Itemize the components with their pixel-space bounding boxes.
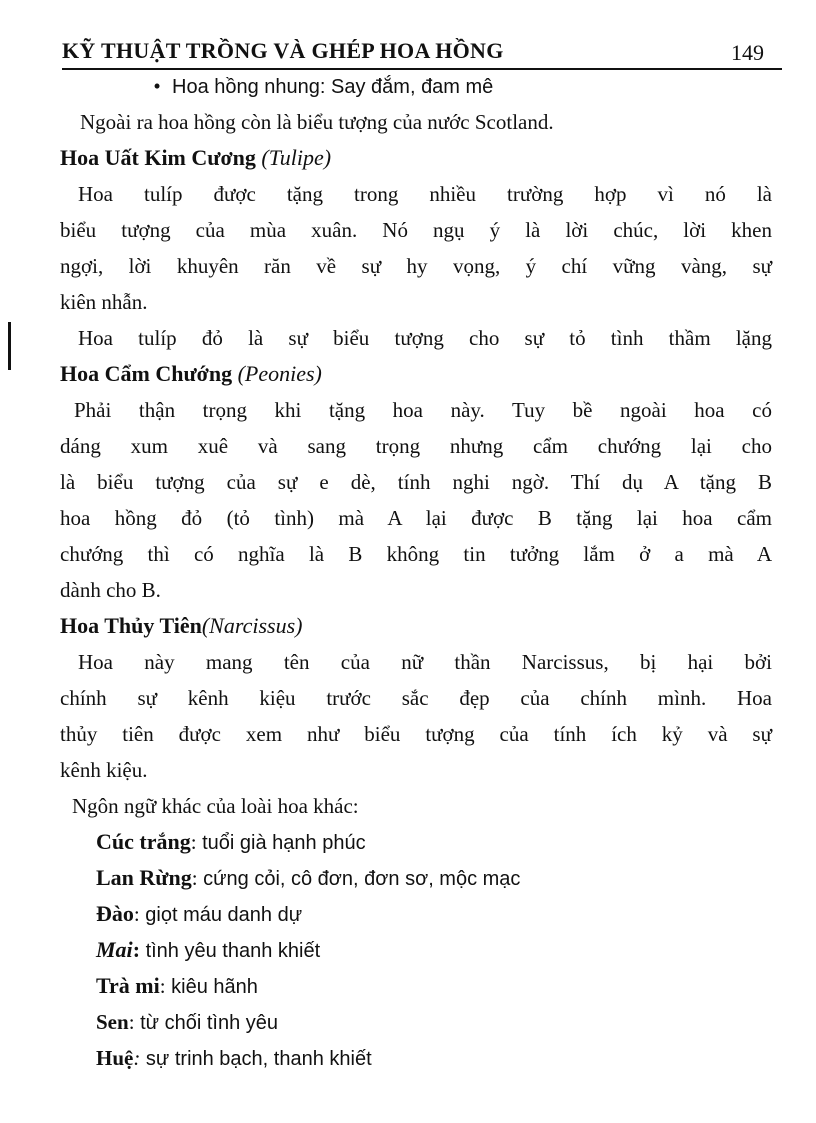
narcissus-line-2: chính sự kênh kiệu trước sắc đẹp của chính mình. Hoa [60, 686, 772, 710]
peonies-latin-name: (Peonies) [237, 361, 322, 386]
peonies-line-4: hoa hồng đỏ (tỏ tình) mà A lại được B tặng lại hoa cẩm [60, 506, 772, 530]
narcissus-line-1: Hoa này mang tên của nữ thần Narcissus, bị hại bởi [78, 650, 772, 674]
flower-name: Lan Rừng [96, 865, 192, 890]
other-languages-intro: Ngôn ngữ khác của loài hoa khác: [72, 794, 359, 818]
flower-meaning: cứng cỏi, cô đơn, đơn sơ, mộc mạc [197, 868, 521, 890]
separator: : [128, 1010, 135, 1034]
list-item [60, 896, 772, 932]
narcissus-latin-name: (Narcissus) [201, 613, 303, 638]
tulip-latin-name: (Tulipe) [261, 145, 332, 170]
tulip-heading-text: Hoa Uất Kim Cương [60, 145, 256, 170]
page-number: 149 [731, 40, 764, 65]
list-item [60, 860, 772, 896]
peonies-heading [60, 356, 772, 392]
tulip-heading [60, 140, 772, 176]
separator: : [190, 830, 197, 854]
narcissus-heading-text: Hoa Thủy Tiên [60, 613, 202, 638]
bullet-item [60, 68, 772, 104]
flower-name: Đào [96, 901, 134, 926]
list-item [60, 968, 772, 1004]
flower-meaning: tuổi già hạnh phúc [196, 832, 366, 854]
tulip-line-4: kiên nhẫn. [60, 290, 148, 314]
bullet-text: Hoa hồng nhung: Say đắm, đam mê [172, 76, 494, 98]
flower-meaning: từ chối tình yêu [134, 1012, 278, 1034]
separator: : [159, 974, 166, 998]
page-body [60, 68, 772, 1076]
flower-name: Huệ [96, 1046, 134, 1070]
separator: : [133, 902, 140, 926]
peonies-line-1: Phải thận trọng khi tặng hoa này. Tuy bề ngoài hoa có [74, 398, 772, 422]
separator: : [133, 1046, 141, 1070]
narcissus-line-3: thủy tiên được xem như biểu tượng của tính ích kỷ và sự [60, 722, 772, 746]
list-item [60, 1004, 772, 1040]
bullet-icon: • [153, 74, 161, 98]
tulip-line-3: ngợi, lời khuyên răn về sự hy vọng, ý chí vững vàng, sự [60, 254, 772, 278]
peonies-heading-text: Hoa Cẩm Chướng [60, 361, 233, 386]
flower-name: Mai [96, 937, 133, 962]
peonies-line-3: là biểu tượng của sự e dè, tính nghi ngờ. Thí dụ A tặng B [60, 470, 772, 494]
flower-meaning: giọt máu danh dự [139, 904, 303, 926]
peonies-line-2: dáng xum xuê và sang trọng nhưng cẩm chướng lại cho [60, 434, 772, 458]
tulip-line-2: biểu tượng của mùa xuân. Nó ngụ ý là lời chúc, lời khen [60, 218, 772, 242]
narcissus-line-4: kênh kiệu. [60, 758, 148, 782]
peonies-line-6: dành cho B. [60, 578, 161, 602]
page-header [62, 34, 782, 70]
flower-meaning: tình yêu thanh khiết [140, 940, 321, 962]
separator: : [191, 866, 198, 890]
flower-meaning-list [60, 824, 772, 1076]
flower-meaning: sự trinh bạch, thanh khiết [140, 1048, 372, 1070]
list-item [60, 824, 772, 860]
margin-mark [8, 322, 11, 370]
flower-meaning: kiêu hãnh [165, 976, 258, 998]
tulip-red-line: Hoa tulíp đỏ là sự biểu tượng cho sự tỏ tình thầm lặng [78, 326, 772, 350]
running-title: KỸ THUẬT TRỒNG VÀ GHÉP HOA HỒNG [62, 38, 504, 63]
narcissus-heading [60, 608, 772, 644]
tulip-line-1: Hoa tulíp được tặng trong nhiều trường hợp vì nó là [78, 182, 772, 206]
scotland-line: Ngoài ra hoa hồng còn là biểu tượng của nước Scotland. [80, 110, 554, 134]
list-item [60, 932, 772, 968]
flower-name: Cúc trắng [96, 829, 191, 854]
flower-name: Sen [96, 1010, 129, 1034]
list-item [60, 1040, 772, 1076]
separator: : [132, 937, 141, 962]
peonies-line-5: chướng thì có nghĩa là B không tin tưởng lắm ở a mà A [60, 542, 772, 566]
flower-name: Trà mi [96, 973, 160, 998]
